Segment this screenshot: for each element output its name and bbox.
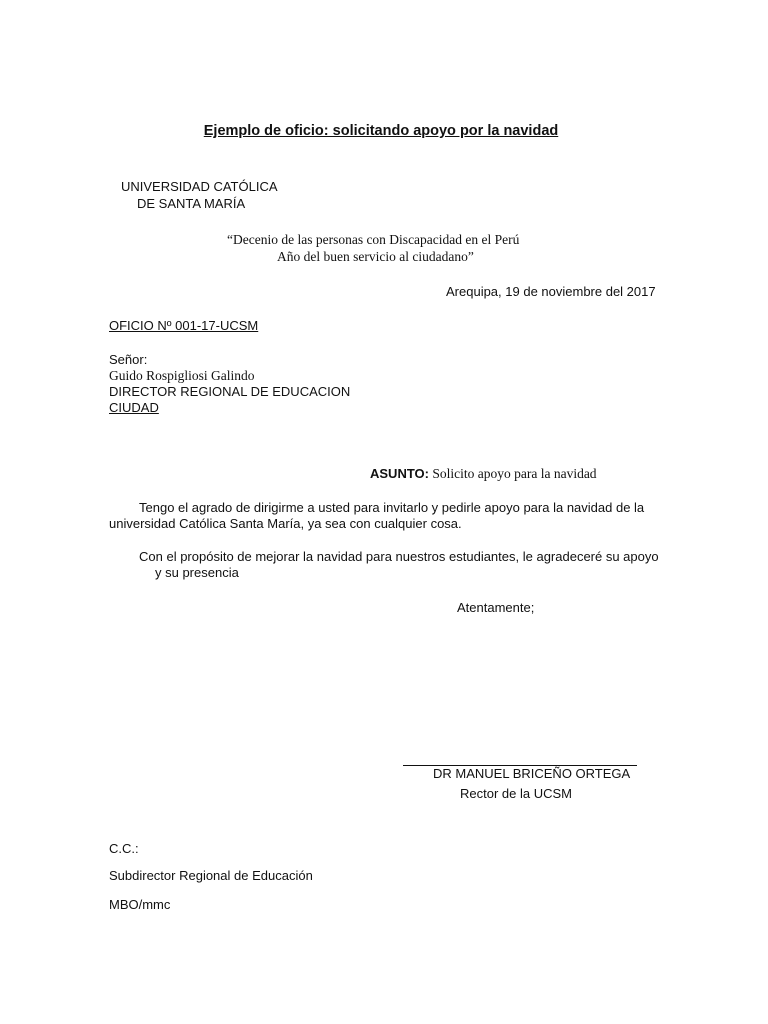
recipient-name: Guido Rospigliosi Galindo [109, 368, 255, 383]
recipient-salutation: Señor: [109, 352, 148, 367]
cc-recipient: Subdirector Regional de Educación [109, 868, 313, 883]
subject-label: ASUNTO: [370, 466, 429, 481]
closing: Atentamente; [457, 600, 535, 615]
subject-text: Solicito apoyo para la navidad [428, 466, 597, 481]
signature-title: Rector de la UCSM [460, 786, 572, 801]
institution-line-2: DE SANTA MARÍA [137, 196, 246, 211]
initials: MBO/mmc [109, 897, 171, 912]
signature-name: DR MANUEL BRICEÑO ORTEGA [433, 766, 631, 781]
document-title: Ejemplo de oficio: solicitando apoyo por la navidad [203, 123, 559, 139]
document-reference: OFICIO Nº 001-17-UCSM [109, 318, 259, 333]
place-date: Arequipa, 19 de noviembre del 2017 [446, 284, 656, 299]
recipient-city: CIUDAD [109, 400, 159, 415]
body-paragraph-2-line-2: y su presencia [155, 565, 239, 580]
cc-label: C.C.: [109, 841, 139, 856]
motto-line-2: Año del buen servicio al ciudadano” [277, 249, 474, 264]
body-paragraph-1-line-1: Tengo el agrado de dirigirme a usted para invitarlo y pedirle apoyo para la navidad de la [139, 500, 645, 515]
motto-line-1: “Decenio de las personas con Discapacidad en el Perú [227, 232, 520, 247]
institution-line-1: UNIVERSIDAD CATÓLICA [121, 179, 278, 194]
body-paragraph-1-line-2: universidad Católica Santa María, ya sea con cualquier cosa. [109, 516, 462, 531]
recipient-position: DIRECTOR REGIONAL DE EDUCACION [109, 384, 351, 399]
body-paragraph-2-line-1: Con el propósito de mejorar la navidad para nuestros estudiantes, le agradeceré su apoyo [139, 549, 659, 564]
subject-line [370, 466, 597, 482]
